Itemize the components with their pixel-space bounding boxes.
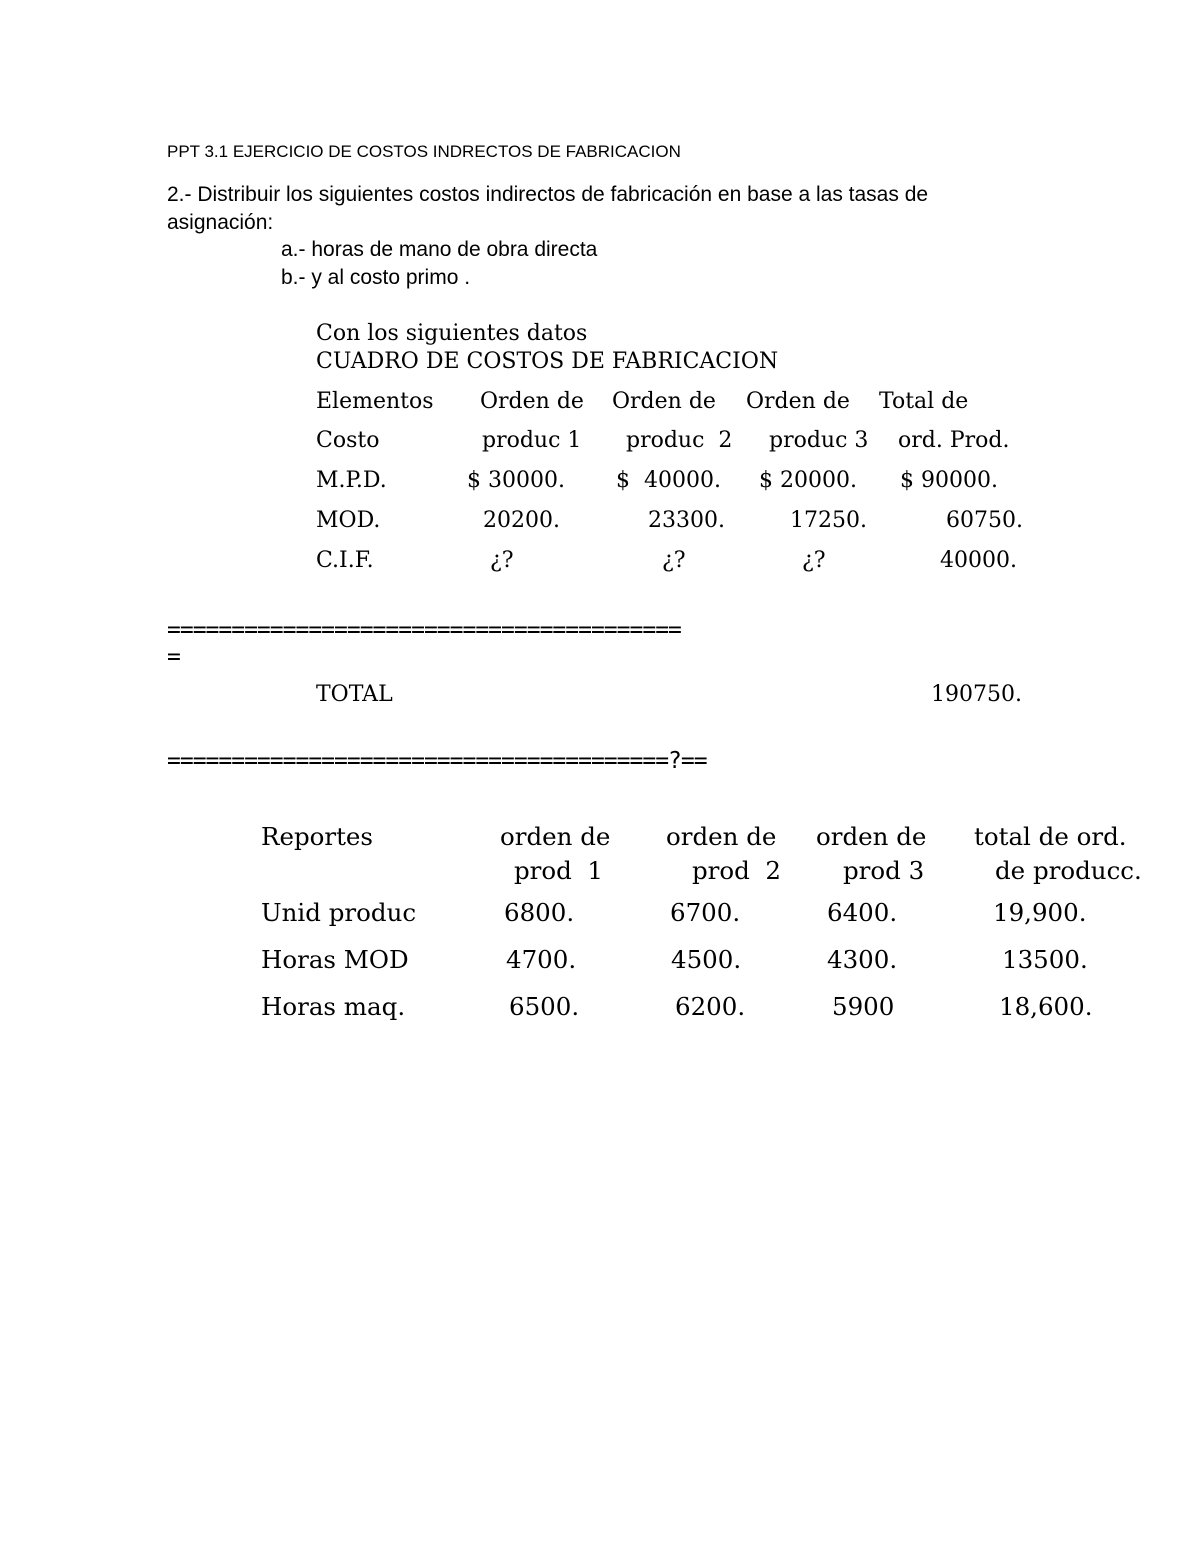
reports-cell: 5900	[832, 992, 895, 1021]
cost-header-cell: produc 2	[626, 428, 733, 453]
cost-cell: $ 40000.	[616, 468, 721, 493]
cost-cell: 40000.	[940, 548, 1017, 573]
cost-header-cell: Costo	[316, 428, 380, 453]
reports-header-cell: orden de	[500, 822, 611, 851]
cost-row-label: MOD.	[316, 508, 381, 533]
cost-header-cell: Total de	[879, 389, 969, 414]
reports-row-label: Horas MOD	[261, 945, 409, 974]
reports-header-cell: de producc.	[995, 856, 1142, 885]
question-line-1: 2.- Distribuir los siguientes costos indirectos de fabricación en base a las tasas de	[167, 183, 929, 206]
question-item-b: b.- y al costo primo .	[281, 266, 471, 289]
reports-cell: 18,600.	[999, 992, 1093, 1021]
reports-header-cell: orden de	[666, 822, 777, 851]
reports-cell: 6500.	[509, 992, 580, 1021]
question-line-2: asignación:	[167, 211, 274, 234]
reports-header-cell: prod 3	[843, 856, 925, 885]
cost-row-label: M.P.D.	[316, 468, 387, 493]
reports-cell: 6800.	[504, 898, 575, 927]
cost-cell: $ 90000.	[900, 468, 998, 493]
reports-header-cell: orden de	[816, 822, 927, 851]
reports-cell: 4300.	[827, 945, 898, 974]
reports-header-cell: prod 2	[692, 856, 781, 885]
cost-cell: $ 20000.	[759, 468, 857, 493]
cost-header-cell: produc 3	[769, 428, 869, 453]
separator-line: =======================================?==	[167, 748, 707, 774]
reports-cell: 4700.	[506, 945, 577, 974]
cost-table-title: CUADRO DE COSTOS DE FABRICACION	[316, 349, 779, 374]
cost-header-cell: Orden de	[612, 389, 716, 414]
reports-cell: 13500.	[1002, 945, 1088, 974]
document-header: PPT 3.1 EJERCICIO DE COSTOS INDRECTOS DE FABRICACION	[167, 142, 681, 161]
cost-cell: ¿?	[662, 548, 686, 573]
total-value: 190750.	[931, 682, 1022, 707]
cost-cell: 20200.	[483, 508, 560, 533]
reports-header-cell: Reportes	[261, 822, 374, 851]
cost-cell: 23300.	[648, 508, 725, 533]
reports-cell: 4500.	[671, 945, 742, 974]
reports-cell: 6200.	[675, 992, 746, 1021]
reports-header-cell: prod 1	[514, 856, 603, 885]
reports-cell: 19,900.	[993, 898, 1087, 927]
separator-line: ========================================	[167, 617, 681, 643]
reports-cell: 6700.	[670, 898, 741, 927]
cost-cell: 60750.	[946, 508, 1023, 533]
cost-row-label: C.I.F.	[316, 548, 374, 573]
cost-header-cell: ord. Prod.	[898, 428, 1010, 453]
cost-header-cell: Orden de	[746, 389, 850, 414]
separator-line: =	[167, 644, 180, 670]
cost-header-cell: Orden de	[480, 389, 584, 414]
cost-header-cell: produc 1	[482, 428, 582, 453]
reports-row-label: Unid produc	[261, 898, 417, 927]
reports-header-cell: total de ord.	[974, 822, 1127, 851]
cost-cell: ¿?	[490, 548, 514, 573]
cost-header-cell: Elementos	[316, 389, 434, 414]
cost-cell: ¿?	[802, 548, 826, 573]
cost-table-intro: Con los siguientes datos	[316, 321, 588, 346]
question-item-a: a.- horas de mano de obra directa	[281, 238, 598, 261]
reports-cell: 6400.	[827, 898, 898, 927]
total-label: TOTAL	[316, 682, 393, 707]
cost-cell: 17250.	[790, 508, 867, 533]
cost-cell: $ 30000.	[467, 468, 565, 493]
reports-row-label: Horas maq.	[261, 992, 406, 1021]
